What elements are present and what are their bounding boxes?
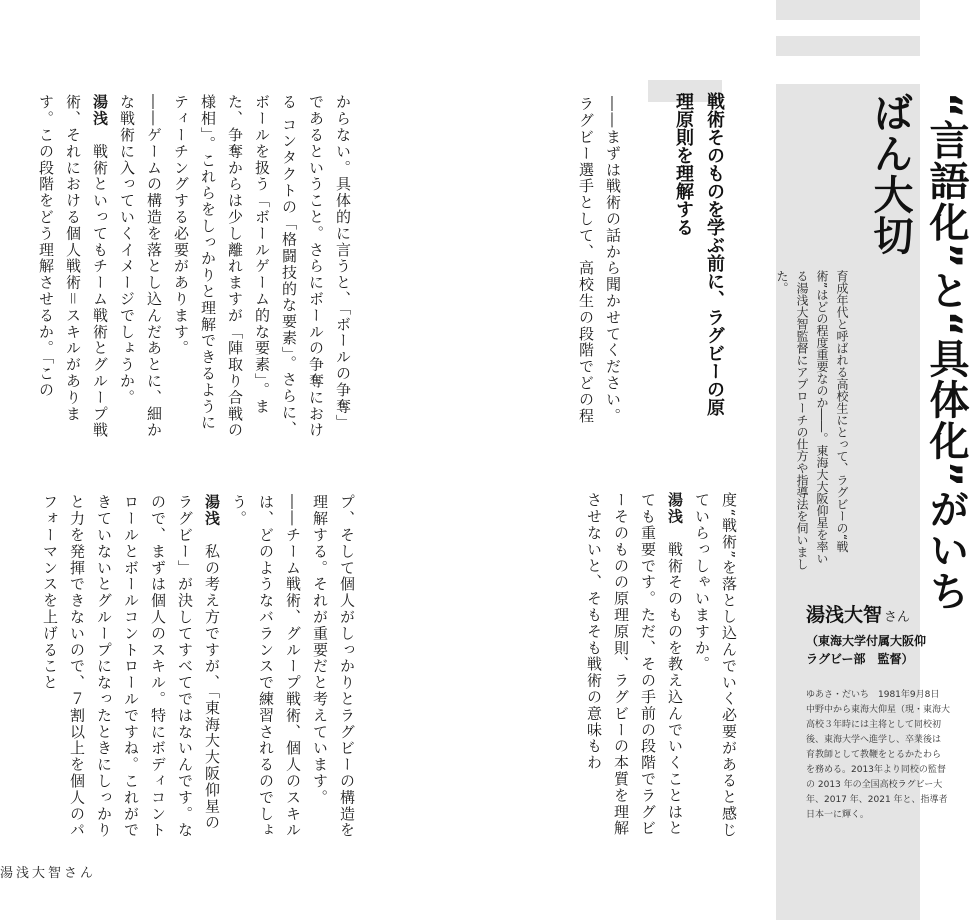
- article-title: “言語化”と“具体化”がいちばん大切: [867, 92, 969, 612]
- body-column-bottom-left: [0, 494, 360, 844]
- panel-divider: [776, 56, 920, 84]
- body-paragraph: 湯浅 戦術そのものを教え込んでいくことはとても重要です。ただ、その手前の段階でラグビーそのものの原理原則、ラグビーの本質を理解させないと、そもそも戦術の意味もわ: [585, 492, 684, 837]
- body-paragraph: からない。具体的に言うと、「ボールの争奪」であるということ。さらにボールの争奪における コンタクトの「格闘技的な要素」。さらに、ボールを扱う「ボールゲーム的な要素」。また、争奪からは少し離れますが「陣取り合戦の様相」。これらをしっかりと理解できるようにティーチングする必要があります。: [172, 94, 352, 439]
- speaker-label: 湯浅: [203, 494, 221, 527]
- body-column-top-left: [0, 94, 356, 439]
- profile-name: 湯浅大智 さん: [806, 604, 911, 626]
- speaker-label: 湯浅: [666, 492, 684, 525]
- article-lead: 育成年代と呼ばれる高校生にとって、ラグビーの“戦術”はどの程度重要なのか――。東海大大阪仰星を率いる湯浅大智監督にアプローチの仕方や指導法を伺いました。: [775, 270, 849, 570]
- body-paragraph: プ、そして個人がしっかりとラグビーの構造を理解する。それが重要だと考えています。: [311, 494, 356, 839]
- body-paragraph: 湯浅 私の考え方ですが、「東海大大阪仰星のラグビー」が決してすべてではないんです。なので、まずは個人のスキル。特にボディコントロールとボールコントロールですね。これができていないとグループになったときにしっかりと力を発揮できないので、７割以上を個人のパフォーマンスを上げること: [41, 494, 221, 839]
- section-heading: 戦術そのものを学ぶ前に、ラグビーの原理原則を理解する: [673, 92, 725, 416]
- page-footer: 湯浅大智さん: [0, 866, 97, 881]
- body-paragraph: 湯浅 戦術といってもチーム戦術とグループ戦術、それにおける個人戦術＝スキルがあります。この段階をどう理解させるか。「この: [37, 94, 109, 439]
- profile-bio: ゆあさ・だいち 1981年9月8日 中野中から東海大仰星（現・東海大 高校３年時には主将として同校初 後、東海大学へ進学し、卒業後は 育教師として教鞭をとるかたわら を務める。2013年より同校の監督 の 2013 年の全国高校ラグビー大 年、2017 年、2021 年と、指導者 日本一に輝く。: [806, 690, 951, 820]
- body-column-bottom-right: [572, 492, 742, 842]
- question-3: ――チーム戦術、グループ戦術、個人のスキルは、どのようなバランスで練習されるのでしょう。: [230, 494, 302, 839]
- profile-affiliation: （東海大学付属大阪仰 ラグビー部 監督）: [806, 634, 927, 666]
- panel-divider: [776, 20, 920, 36]
- body-paragraph: 度“戦術”を落とし込んでいく必要があると感じていらっしゃいますか。: [693, 492, 738, 839]
- question-1: ――まずは戦術の話から聞かせてください。ラグビー選手として、高校生の段階でどの程: [577, 96, 622, 424]
- question-2: ――ゲームの構造を落とし込んだあとに、細かな戦術に入っていくイメージでしょうか。: [118, 94, 163, 439]
- speaker-label: 湯浅: [91, 94, 109, 127]
